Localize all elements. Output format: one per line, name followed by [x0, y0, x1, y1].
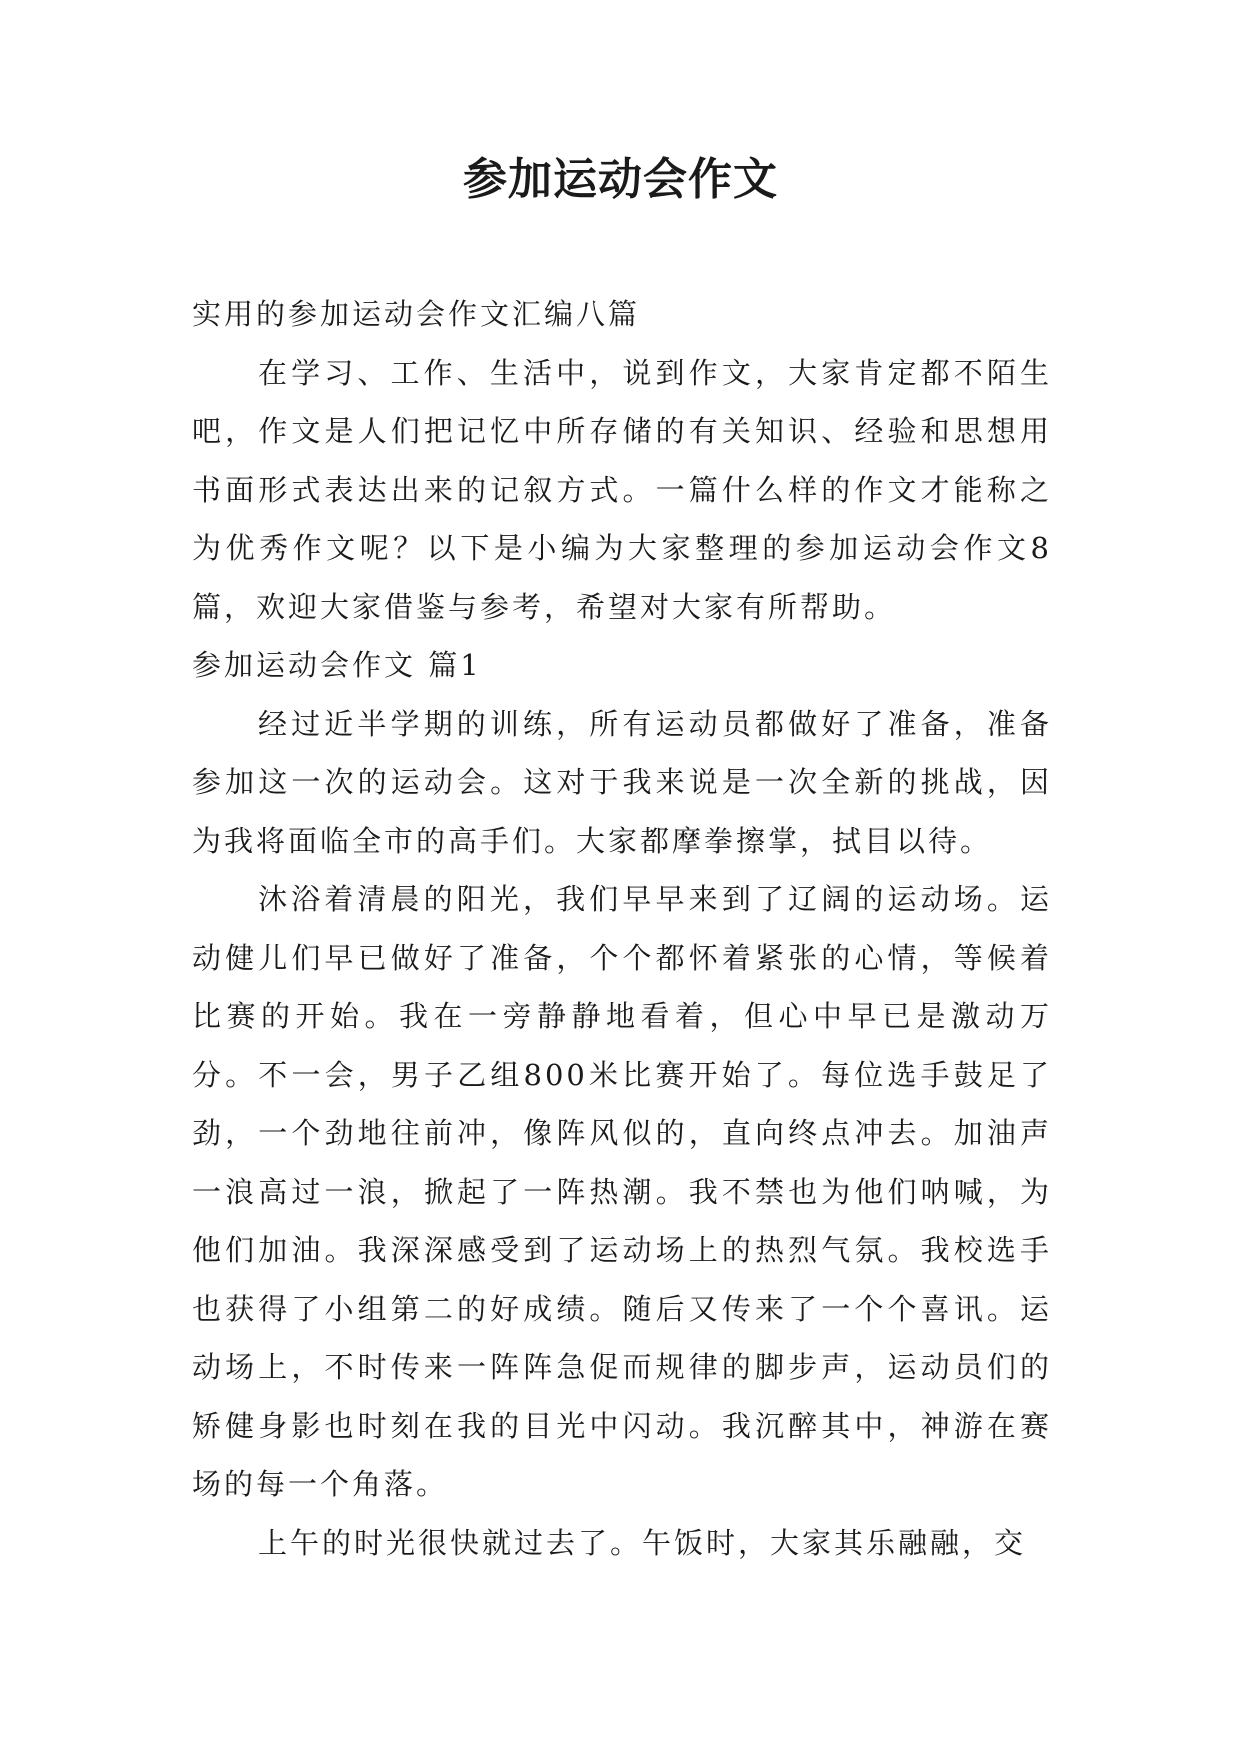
intro-paragraph: 在学习、工作、生活中，说到作文，大家肯定都不陌生吧，作文是人们把记忆中所存储的有关知识、经验和思想用书面形式表达出来的记叙方式。一篇什么样的作文才能称之为优秀作文呢？以下是小编为大家整理的参加运动会作文8篇，欢迎大家借鉴与参考，希望对大家有所帮助。 — [192, 355, 1052, 624]
document-title: 参加运动会作文 — [463, 154, 778, 205]
document-subtitle: 实用的参加运动会作文汇编八篇 — [192, 297, 641, 331]
body-paragraph: 经过近半学期的训练，所有运动员都做好了准备，准备参加这一次的运动会。这对于我来说是一次全新的挑战，因为我将面临全市的高手们。大家都摩拳擦掌，拭目以待。 — [192, 706, 1052, 858]
document-body — [192, 285, 1052, 1572]
body-paragraph: 上午的时光很快就过去了。午饭时，大家其乐融融，交 — [258, 1525, 1027, 1560]
body-paragraph: 沐浴着清晨的阳光，我们早早来到了辽阔的运动场。运动健儿们早已做好了准备，个个都怀着紧张的心情，等候着比赛的开始。我在一旁静静地看着，但心中早已是激动万分。不一会，男子乙组800米比赛开始了。每位选手鼓足了劲，一个劲地往前冲，像阵风似的，直向终点冲去。加油声一浪高过一浪，掀起了一阵热潮。我不禁也为他们呐喊，为他们加油。我深深感受到了运动场上的热烈气氛。我校选手也获得了小组第二的好成绩。随后又传来了一个个喜讯。运动场上，不时传来一阵阵急促而规律的脚步声，运动员们的矫健身影也时刻在我的目光中闪动。我沉醉其中，神游在赛场的每一个角落。 — [192, 882, 1052, 1501]
section-heading: 参加运动会作文 篇1 — [192, 648, 482, 682]
